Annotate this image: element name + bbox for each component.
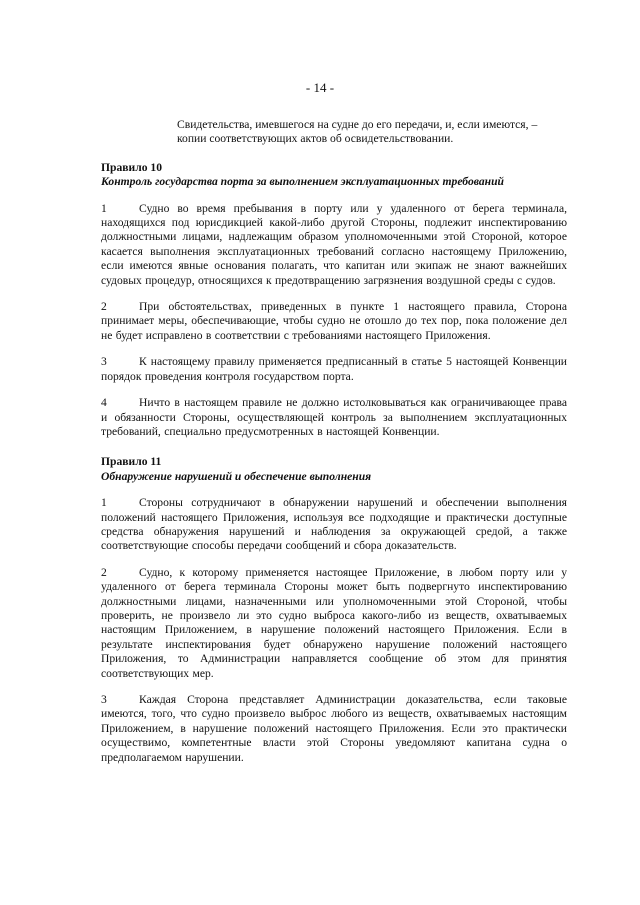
paragraph-number: 2 xyxy=(101,300,107,314)
paragraph-text: Ничто в настоящем правиле не должно истолковываться как ограничивающее права и обязанности Стороны, осуществляющей контроль за выполнением эксплуатационных требований, специально предусмотренных в настоящей Конвенции. xyxy=(101,396,567,438)
paragraph-number: 1 xyxy=(101,201,107,215)
rule-11-paragraph-3 xyxy=(101,693,567,765)
intro-paragraph: Свидетельства, имевшегося на судне до его передачи, и, если имеются, – копии соответствующих актов об освидетельствовании. xyxy=(177,118,538,146)
paragraph-number: 1 xyxy=(101,496,107,510)
rule-11-paragraph-1 xyxy=(101,496,567,554)
rule-10 xyxy=(101,161,567,440)
rule-11 xyxy=(101,455,567,765)
rule-10-paragraph-3 xyxy=(101,355,567,384)
paragraph-text: При обстоятельствах, приведенных в пункте 1 настоящего правила, Сторона принимает меры, обеспечивающие, чтобы судно не отошло до тех пор, пока положение дел не будет исправлено в соответствии с требованиями настоящего Приложения. xyxy=(101,300,567,342)
rule-11-paragraph-2 xyxy=(101,566,567,681)
rule-title: Правило 11 xyxy=(101,455,162,469)
rule-11-heading xyxy=(101,455,567,484)
rule-10-paragraph-2 xyxy=(101,300,567,343)
paragraph-number: 3 xyxy=(101,355,107,369)
paragraph-number: 3 xyxy=(101,693,107,706)
rule-10-paragraph-1 xyxy=(101,202,567,288)
rule-subtitle: Обнаружение нарушений и обеспечение выполнения xyxy=(101,469,372,483)
document-body xyxy=(101,118,567,765)
paragraph-text: К настоящему правилу применяется предписанный в статье 5 настоящей Конвенции порядок проведения контроля государством порта. xyxy=(101,355,567,383)
paragraph-text: Каждая Сторона представляет Администрации доказательства, если таковые имеются, того, что судно произвело выброс любого из веществ, охватываемых настоящим Приложением, в нарушение положений настоящего Приложения. Если это практически осуществимо, компетентные власти этой Стороны уведомляют капитана судна о предполагаемом нарушении. xyxy=(101,693,567,764)
rule-title: Правило 10 xyxy=(101,160,162,174)
paragraph-text: Стороны сотрудничают в обнаружении нарушений и обеспечении выполнения положений настоящего Приложения, используя все подходящие и практически доступные средства обнаружения нарушений и наблюдения за окружающей средой, а также соответствующие способы передачи сообщений и сбора доказательств. xyxy=(101,496,567,553)
paragraph-number: 4 xyxy=(101,396,107,410)
paragraph-number: 2 xyxy=(101,565,107,579)
rule-10-paragraph-4 xyxy=(101,396,567,439)
rule-subtitle: Контроль государства порта за выполнением эксплуатационных требований xyxy=(101,175,504,189)
paragraph-text: Судно во время пребывания в порту или у удаленного от берега терминала, находящихся под юрисдикцией какой-либо другой Стороны, подлежит инспектированию должностными лицами, надлежащим образом уполномоченными этой Стороной, которое касается выполнения эксплуатационных требований согласно настоящему Приложению, если имеются явные основания полагать, что капитан или экипаж не знают важнейших судовых процедур, относящихся к предотвращению загрязнения воздушной среды с судов. xyxy=(101,201,567,287)
paragraph-text: Судно, к которому применяется настоящее Приложение, в любом порту или у удаленного от берега терминала Стороны может быть подвергнуто инспектированию должностными лицами, назначенными или уполномоченными этой Стороной, чтобы проверить, не произвело ли это судно выброса какого-либо из веществ, охватываемых настоящим Приложением, в нарушение положений настоящего Приложения. Если в результате инспектирования будет обнаружено нарушение положений настоящего Приложения, то Администрации направляется сообщение об этом для принятия соответствующих мер. xyxy=(101,565,567,680)
rule-10-heading xyxy=(101,161,567,190)
page-number: - 14 - xyxy=(305,80,335,95)
